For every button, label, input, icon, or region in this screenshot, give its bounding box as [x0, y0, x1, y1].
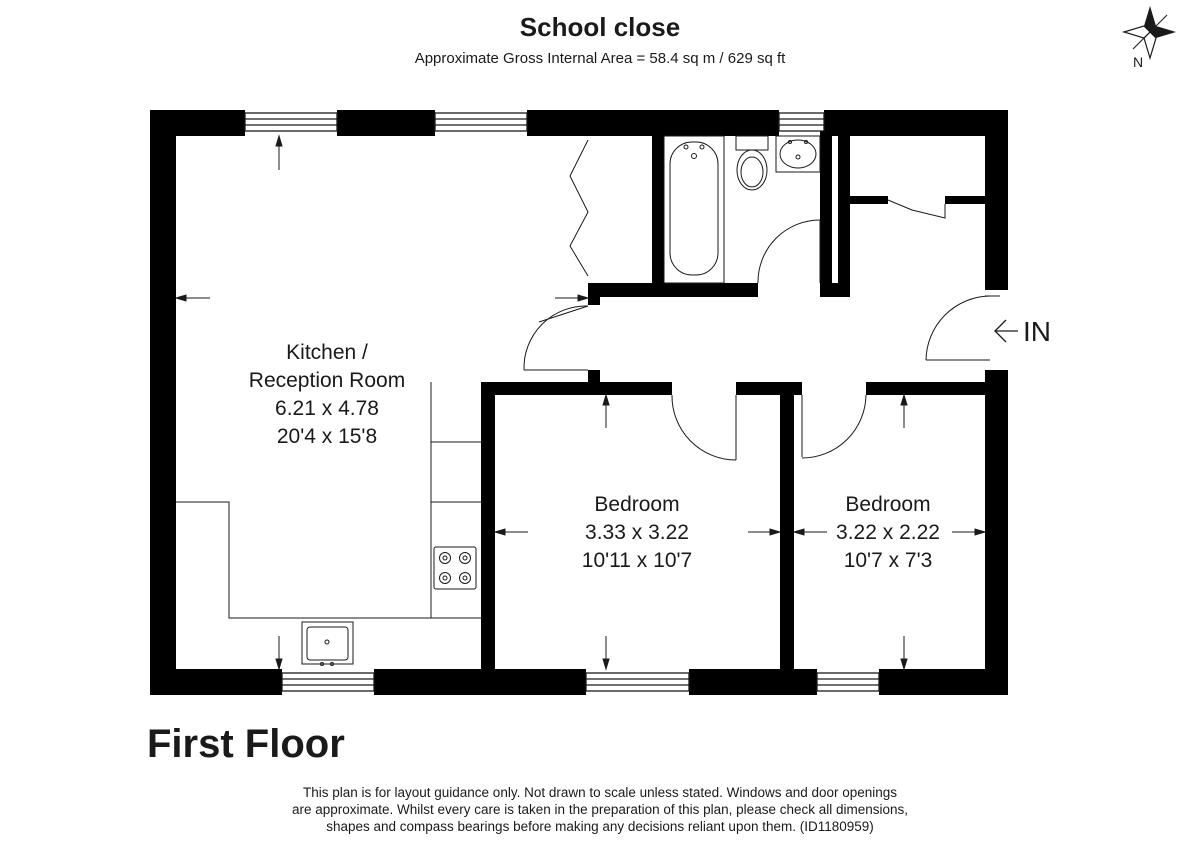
entrance-label: IN: [1023, 316, 1051, 347]
disclaimer-line-3: shapes and compass bearings before making any decisions reliant upon them. (ID1180959): [326, 819, 874, 834]
bath-icon: [664, 136, 724, 283]
kitchen-dimensions-metric: 6.21 x 4.78: [275, 397, 379, 420]
kitchen-label-line2: Reception Room: [248, 369, 406, 392]
kitchen-label-line1: Kitchen /: [286, 341, 368, 364]
compass-north-label: N: [1132, 54, 1144, 70]
compass-icon: [1124, 6, 1176, 58]
bedroom1-label: Bedroom: [594, 493, 680, 516]
bedroom2-dimensions-metric: 3.22 x 2.22: [836, 521, 940, 544]
basin-icon: [776, 136, 820, 172]
area-subtitle: Approximate Gross Internal Area = 58.4 sq m / 629 sq ft: [414, 50, 786, 67]
floor-name: First Floor: [147, 722, 345, 766]
bedroom2-label: Bedroom: [845, 493, 931, 516]
toilet-icon: [736, 136, 768, 190]
plan-title: School close: [519, 12, 681, 42]
bedroom1-dimensions-imperial: 10'11 x 10'7: [581, 549, 693, 572]
disclaimer-line-1: This plan is for layout guidance only. Not drawn to scale unless stated. Windows and door openings: [302, 785, 898, 800]
disclaimer: [200, 784, 1000, 835]
bedroom2-dimensions-imperial: 10'7 x 7'3: [843, 549, 933, 572]
kitchen-dimensions-imperial: 20'4 x 15'8: [276, 425, 378, 448]
kitchen-sink-icon: [302, 622, 353, 666]
hob-icon: [434, 547, 476, 589]
entrance-arrow-icon: [995, 320, 1018, 342]
disclaimer-line-2: are approximate. Whilst every care is taken in the preparation of this plan, please check all dimensions,: [291, 802, 909, 817]
bedroom1-dimensions-metric: 3.33 x 3.22: [585, 521, 689, 544]
